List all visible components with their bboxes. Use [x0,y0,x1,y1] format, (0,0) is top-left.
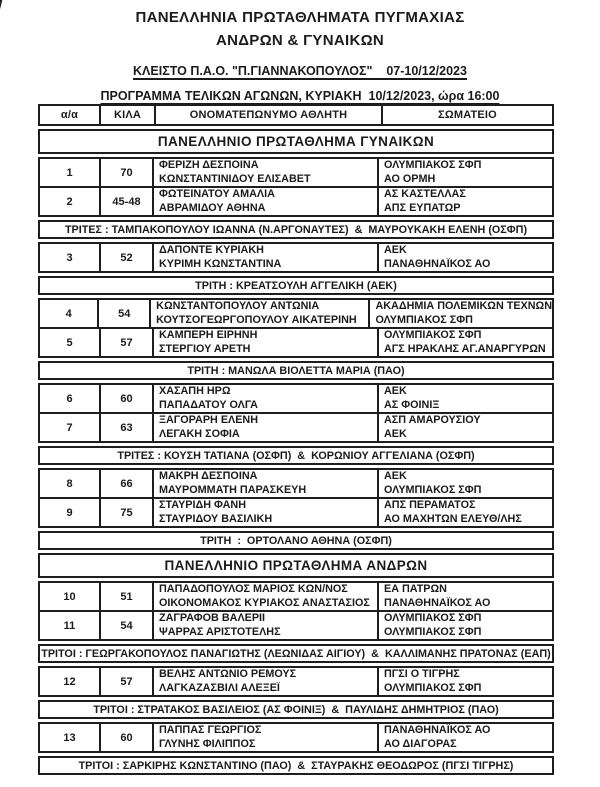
athlete-name: ΠΑΠΑΔΟΠΟΥΛΟΣ ΜΑΡΙΟΣ ΚΩΝ/ΝΟΣ [159,583,348,595]
club-name: ΑΕΚ [384,385,407,397]
weight-class: 60 [99,385,152,412]
athlete-name: ΦΕΡΙΖΗ ΔΕΣΠΟΙΝΑ [159,159,259,171]
athlete-name: ΣΤΕΡΓΙΟΥ ΑΡΕΤΗ [159,342,251,355]
club-name: ΑΕΚ [384,470,407,482]
athlete-names [152,414,377,441]
club-names [377,188,552,215]
club-name: ΑΠΣ ΕΥΠΑΤΩΡ [384,201,461,214]
club-names [368,300,552,327]
club-name: ΑΟ ΔΙΑΓΟΡΑΣ [384,737,457,750]
bout-row [38,186,554,217]
athlete-name: ΖΑΓΡΑΦΟΒ ΒΑΛΕΡΙΙ [159,612,266,624]
column-header-number: α/α [60,109,79,121]
weight-class: 52 [99,244,152,271]
bout-number: 1 [66,166,73,179]
club-name: ΠΓΣΙ Ο ΤΙΓΡΗΣ [384,668,460,680]
weight-class: 57 [99,668,152,695]
bout-row [38,242,554,273]
bout-row [38,581,554,612]
athlete-names [152,329,377,356]
document-header [0,0,600,103]
third-place-note: ΤΡΙΤΗ : ΚΡΕΑΤΣΟΥΛΗ ΑΓΓΕΛΙΚΗ (ΑΕΚ) [38,276,554,295]
athlete-name: ΑΒΡΑΜΙΔΟΥ ΑΘΗΝΑ [159,201,266,214]
club-name: ΕΑ ΠΑΤΡΩΝ [384,583,447,595]
results-table-body [38,129,554,775]
bout-number: 5 [66,336,73,349]
athlete-name: ΒΕΛΗΣ ΑΝΤΩΝΙΟ ΡΕΜΟΥΣ [159,668,297,680]
weight-class: 63 [99,414,152,441]
club-names [377,414,552,441]
athlete-names [152,668,377,695]
athlete-name: ΣΤΑΥΡΙΔΗ ΦΑΝΗ [159,499,247,511]
weight-class: 60 [99,724,152,751]
third-place-note: ΤΡΙΤΟΙ : ΣΑΡΚΙΡΗΣ ΚΩΝΣΤΑΝΤΙΝΟ (ΠΑΟ) & ΣΤΑΥΡΑΚΗΣ ΘΕΟΔΩΡΟΣ (ΠΓΣΙ ΤΙΓΡΗΣ) [38,756,554,775]
bout-row [38,383,554,414]
bout-number: 12 [63,675,76,688]
bout-number: 9 [66,506,73,519]
section-header: ΠΑΝΕΛΛΗΝΙΟ ΠΡΩΤΑΘΛΗΜΑ ΑΝΔΡΩΝ [38,553,554,578]
athlete-name: ΚΥΡΙΜΗ ΚΩΝΣΤΑΝΤΙΝΑ [159,257,282,270]
athlete-name: ΚΩΝΣΤΑΝΤΟΠΟΥΛΟΥ ΑΝΤΩΝΙΑ [156,300,320,312]
column-header-athlete: ΟΝΟΜΑΤΕΠΩΝΥΜΟ ΑΘΛΗΤΗ [154,106,381,124]
athlete-names [152,385,377,412]
club-name: ΠΑΝΑΘΗΝΑΪΚΟΣ ΑΟ [384,257,491,270]
athlete-name: ΓΛΥΝΗΣ ΦΙΛΙΠΠΟΣ [159,737,256,750]
club-names [377,470,552,497]
athlete-names [152,583,377,610]
third-place-note: ΤΡΙΤΕΣ : ΚΟΥΣΗ ΤΑΤΙΑΝΑ (ΟΣΦΠ) & ΚΟΡΩΝΙΟΥ ΑΓΓΕΛΙΑΝΑ (ΟΣΦΠ) [38,446,554,465]
club-name: ΟΛΥΜΠΙΑΚΟΣ ΣΦΠ [384,159,482,171]
weight-class: 45-48 [99,188,152,215]
bout-number: 8 [66,477,73,490]
club-name: ΑΣ ΦΟΙΝΙΞ [384,398,440,411]
weight-class: 75 [99,499,152,526]
club-names [377,159,552,186]
finals-table [38,104,554,778]
athlete-name: ΧΑΣΑΠΗ ΗΡΩ [159,385,231,397]
club-name: ΑΓΣ ΗΡΑΚΛΗΣ ΑΓ.ΑΝΑΡΓΥΡΩΝ [384,342,546,355]
weight-class: 66 [99,470,152,497]
third-place-note: ΤΡΙΤΟΙ : ΣΤΡΑΤΑΚΟΣ ΒΑΣΙΛΕΙΟΣ (ΑΣ ΦΟΙΝΙΞ) & ΠΑΥΛΙΔΗΣ ΔΗΜΗΤΡΙΟΣ (ΠΑΟ) [38,700,554,719]
bout-row [38,298,554,329]
program-schedule-line: ΠΡΟΓΡΑΜΜΑ ΤΕΛΙΚΩΝ ΑΓΩΝΩΝ, ΚΥΡΙΑΚΗ 10/12/2023, ώρα 16:00 [100,89,500,103]
club-name: ΑΠΣ ΠΕΡΑΜΑΤΟΣ [384,499,476,511]
third-place-note: ΤΡΙΤΕΣ : ΤΑΜΠΑΚΟΠΟΥΛΟΥ ΙΩΑΝΝΑ (Ν.ΑΡΓΟΝΑΥΤΕΣ) & ΜΑΥΡΟΥΚΑΚΗ ΕΛΕΝΗ (ΟΣΦΠ) [38,220,554,239]
athlete-names [152,499,377,526]
athlete-names [152,724,377,751]
club-name: ΟΛΥΜΠΙΑΚΟΣ ΣΦΠ [384,483,482,496]
third-place-note: ΤΡΙΤΗ : ΜΑΝΩΛΑ ΒΙΟΛΕΤΤΑ ΜΑΡΙΑ (ΠΑΟ) [38,361,554,380]
club-name: ΠΑΝΑΘΗΝΑΪΚΟΣ ΑΟ [384,596,491,609]
bout-number: 7 [66,421,73,434]
third-place-note: ΤΡΙΤΗ : ΟΡΤΟΛΑΝΟ ΑΘΗΝΑ (ΟΣΦΠ) [38,531,554,550]
athlete-name: ΚΩΝΣΤΑΝΤΙΝΙΔΟΥ ΕΛΙΣΑΒΕΤ [159,172,311,185]
club-name: ΑΚΑΔΗΜΙΑ ΠΟΛΕΜΙΚΩΝ ΤΕΧΝΩΝ [375,300,552,312]
bout-row [38,157,554,188]
athlete-names [152,188,377,215]
page-title: ΠΑΝΕΛΛΗΝΙΑ ΠΡΩΤΑΘΛΗΜΑΤΑ ΠΥΓΜΑΧΙΑΣ [135,9,465,26]
athlete-name: ΔΑΠΟΝΤΕ ΚΥΡΙΑΚΗ [159,244,264,256]
club-name: ΑΟ ΜΑΧΗΤΩΝ ΕΛΕΥΘ/ΛΗΣ [384,512,522,525]
club-name: ΟΛΥΜΠΙΑΚΟΣ ΣΦΠ [384,329,482,341]
page-subtitle: ΑΝΔΡΩΝ & ΓΥΝΑΙΚΩΝ [215,32,385,49]
athlete-name: ΣΤΑΥΡΙΔΟΥ ΒΑΣΙΛΙΚΗ [159,512,273,525]
bout-number: 6 [66,392,73,405]
club-names [377,668,552,695]
bout-row [38,327,554,358]
weight-class: 51 [99,583,152,610]
athlete-name: ΜΑΥΡΟΜΜΑΤΗ ΠΑΡΑΣΚΕΥΗ [159,483,307,496]
bout-row [38,722,554,753]
weight-class: 54 [99,612,152,639]
club-names [377,724,552,751]
athlete-name: ΛΑΓΚΑΖΑΣΒΙΛΙ ΑΛΕΞΕΪ [159,681,280,694]
column-header-club: ΣΩΜΑΤΕΙΟ [381,106,552,124]
third-place-note: ΤΡΙΤΟΙ : ΓΕΩΡΓΑΚΟΠΟΥΛΟΣ ΠΑΝΑΓΙΩΤΗΣ (ΛΕΩΝΙΔΑΣ ΑΙΓΙΟΥ) & ΚΑΛΛΙΜΑΝΗΣ ΠΡΑΤΟΝΑΣ (ΕΑΠ) [38,644,554,663]
club-name: ΑΕΚ [384,244,407,256]
club-names [377,329,552,356]
athlete-names [149,300,368,327]
weight-class: 57 [99,329,152,356]
bout-number: 13 [63,731,76,744]
club-name: ΟΛΥΜΠΙΑΚΟΣ ΣΦΠ [384,625,482,638]
club-names [377,385,552,412]
section-header: ΠΑΝΕΛΛΗΝΙΟ ΠΡΩΤΑΘΛΗΜΑ ΓΥΝΑΙΚΩΝ [38,129,554,154]
athlete-name: ΜΑΚΡΗ ΔΕΣΠΟΙΝΑ [159,470,258,482]
athlete-name: ΠΑΠΑΔΑΤΟΥ ΟΛΓΑ [159,398,258,411]
club-names [377,244,552,271]
bout-row [38,412,554,443]
athlete-name: ΟΙΚΟΝΟΜΑΚΟΣ ΚΥΡΙΑΚΟΣ ΑΝΑΣΤΑΣΙΟΣ [159,596,370,609]
club-name: ΟΛΥΜΠΙΑΚΟΣ ΣΦΠ [384,681,482,694]
column-header-kilos: ΚΙΛΑ [99,106,154,124]
athlete-name: ΚΑΜΠΕΡΗ ΕΙΡΗΝΗ [159,329,258,341]
bout-number: 11 [63,619,76,632]
athlete-names [152,159,377,186]
club-name: ΠΑΝΑΘΗΝΑΪΚΟΣ ΑΟ [384,724,491,736]
bout-row [38,610,554,641]
bout-row [38,497,554,528]
athlete-names [152,470,377,497]
club-name: ΑΣΠ ΑΜΑΡΟΥΣΙΟΥ [384,414,481,426]
bout-row [38,468,554,499]
bout-number: 3 [66,251,73,264]
club-names [377,612,552,639]
athlete-name: ΦΩΤΕΙΝΑΤΟΥ ΑΜΑΛΙΑ [159,188,275,200]
athlete-names [152,612,377,639]
athlete-names [152,244,377,271]
club-names [377,583,552,610]
club-name: ΑΣ ΚΑΣΤΕΛΛΑΣ [384,188,466,200]
venue-dates-line: ΚΛΕΙΣΤΟ Π.Α.Ο. "Π.ΓΙΑΝΝΑΚΟΠΟΥΛΟΣ" 07-10/12/2023 [133,64,467,78]
table-header-row [38,104,554,126]
athlete-name: ΠΑΠΠΑΣ ΓΕΩΡΓΙΟΣ [159,724,262,736]
club-name: ΑΕΚ [384,427,407,440]
club-name: ΑΟ ΟΡΜΗ [384,172,436,185]
club-name: ΟΛΥΜΠΙΑΚΟΣ ΣΦΠ [375,313,473,326]
athlete-name: ΞΑΓΟΡΑΡΗ ΕΛΕΝΗ [159,414,259,426]
bout-number: 2 [66,195,73,208]
bout-number: 10 [63,590,76,603]
athlete-name: ΨΑΡΡΑΣ ΑΡΙΣΤΟΤΕΛΗΣ [159,625,281,638]
athlete-name: ΚΟΥΤΣΟΓΕΩΡΓΟΠΟΥΛΟΥ ΑΙΚΑΤΕΡΙΝΗ [156,313,357,326]
athlete-name: ΛΕΓΑΚΗ ΣΟΦΙΑ [159,427,240,440]
club-name: ΟΛΥΜΠΙΑΚΟΣ ΣΦΠ [384,612,482,624]
weight-class: 54 [97,300,149,327]
club-names [377,499,552,526]
bout-row [38,666,554,697]
bout-number: 4 [65,307,72,320]
weight-class: 70 [99,159,152,186]
